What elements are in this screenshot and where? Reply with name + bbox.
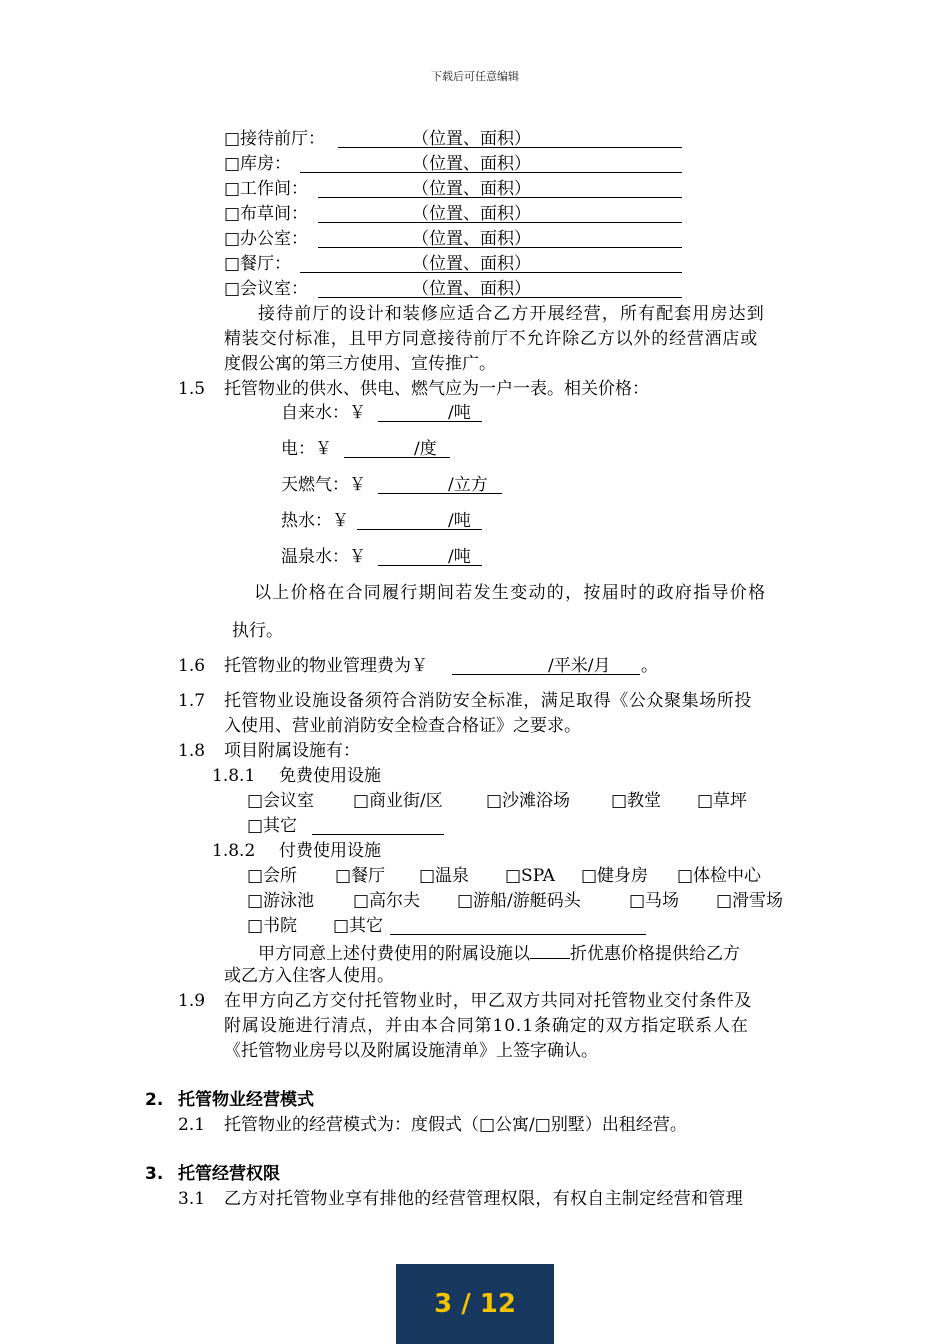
facility-checkbox[interactable]: □游泳池: [247, 891, 315, 911]
price-label: 热水：￥: [281, 511, 349, 531]
clause-text: 乙方对托管物业享有排他的经营管理权限，有权自主制定经营和管理: [224, 1189, 743, 1209]
clause-text: 托管物业的经营模式为：度假式（□公寓/□别墅）出租经营。: [224, 1115, 687, 1135]
facility-checkbox[interactable]: □其它: [333, 916, 384, 936]
clause-text: 项目附属设施有：: [224, 741, 360, 761]
room-item: □工作间：: [224, 179, 309, 199]
section-number: 2.: [145, 1090, 164, 1110]
room-item: □库房：: [224, 154, 292, 174]
facility-checkbox[interactable]: □会所: [247, 866, 298, 886]
price-unit: /吨: [448, 547, 471, 567]
section-title: 托管经营权限: [178, 1164, 280, 1184]
facility-checkbox[interactable]: □其它: [247, 816, 298, 836]
facility-checkbox[interactable]: □草坪: [697, 791, 748, 811]
clause-number: 1.8.1: [212, 766, 256, 786]
room-note: （位置、面积）: [412, 179, 531, 199]
blank-line: [452, 674, 640, 675]
clause-number: 1.5: [178, 379, 206, 399]
room-note: （位置、面积）: [412, 254, 531, 274]
facility-checkbox[interactable]: □教堂: [611, 791, 662, 811]
clause-text: 在甲方向乙方交付托管物业时，甲乙双方共同对托管物业交付条件及: [224, 991, 752, 1011]
clause-text: 《托管物业房号以及附属设施清单》上签字确认。: [224, 1041, 598, 1061]
paragraph-line: 接待前厅的设计和装修应适合乙方开展经营，所有配套用房达到: [258, 304, 765, 324]
clause-number: 1.8.2: [212, 841, 256, 861]
clause-text: 入使用、营业前消防安全检查合格证》之要求。: [224, 716, 581, 736]
paragraph-line: 度假公寓的第三方使用、宣传推广。: [224, 354, 496, 374]
clause-number: 1.8: [178, 741, 206, 761]
facility-checkbox[interactable]: □马场: [629, 891, 680, 911]
clause-text: 附属设施进行清点，并由本合同第10.1条确定的双方指定联系人在: [224, 1016, 749, 1036]
price-label: 天燃气：￥: [281, 475, 366, 495]
facility-checkbox[interactable]: □高尔夫: [353, 891, 421, 911]
fee-unit: /平米/月: [548, 656, 611, 676]
room-note: （位置、面积）: [412, 154, 531, 174]
clause-text: 托管物业设施设备须符合消防安全标准，满足取得《公众聚集场所投: [224, 691, 752, 711]
price-label: 电：￥: [281, 439, 332, 459]
price-unit: /度: [414, 439, 437, 459]
page-header: 下载后可任意编辑: [431, 70, 519, 83]
facility-checkbox[interactable]: □餐厅: [335, 866, 386, 886]
room-item: □接待前厅：: [224, 129, 326, 149]
facility-checkbox[interactable]: □健身房: [581, 866, 649, 886]
price-unit: /吨: [448, 403, 471, 423]
clause-number: 3.1: [178, 1189, 206, 1209]
room-item: □布草间：: [224, 204, 309, 224]
room-item: □会议室：: [224, 279, 309, 299]
section-number: 3.: [145, 1164, 164, 1184]
room-item: □办公室：: [224, 229, 309, 249]
paragraph-line: 执行。: [232, 621, 283, 641]
room-note: （位置、面积）: [412, 279, 531, 299]
facility-checkbox[interactable]: □滑雪场: [716, 891, 784, 911]
clause-text: 托管物业的物业管理费为￥: [224, 656, 428, 676]
facility-checkbox[interactable]: □商业街/区: [353, 791, 443, 811]
clause-number: 2.1: [178, 1115, 206, 1135]
facility-checkbox[interactable]: □会议室: [247, 791, 315, 811]
blank-line: [312, 834, 444, 835]
price-label: 温泉水：￥: [281, 547, 366, 567]
blank-line: [390, 934, 646, 935]
room-note: （位置、面积）: [412, 204, 531, 224]
price-unit: /立方: [448, 475, 488, 495]
price-label: 自来水：￥: [281, 403, 366, 423]
facility-checkbox[interactable]: □游船/游艇码头: [457, 891, 581, 911]
room-item: □餐厅：: [224, 254, 292, 274]
facility-checkbox[interactable]: □沙滩浴场: [486, 791, 571, 811]
section-title: 托管物业经营模式: [178, 1090, 314, 1110]
room-note: （位置、面积）: [412, 229, 531, 249]
blank-line: [530, 941, 570, 959]
page-number-badge: 3 / 12: [396, 1264, 554, 1344]
paragraph-line: 以上价格在合同履行期间若发生变动的，按届时的政府指导价格: [254, 583, 767, 603]
paragraph-line: 或乙方入住客人使用。: [224, 966, 394, 986]
price-unit: /吨: [448, 511, 471, 531]
facility-checkbox[interactable]: □温泉: [419, 866, 470, 886]
clause-text: 免费使用设施: [279, 766, 381, 786]
facility-checkbox[interactable]: □体检中心: [677, 866, 762, 886]
clause-number: 1.6: [178, 656, 206, 676]
facility-checkbox[interactable]: □SPA: [505, 866, 555, 886]
paragraph-line: 精装交付标准，且甲方同意接待前厅不允许除乙方以外的经营酒店或: [224, 329, 758, 349]
paragraph-line: 甲方同意上述付费使用的附属设施以 折优惠价格提供给乙方: [258, 941, 740, 964]
clause-number: 1.9: [178, 991, 206, 1011]
clause-text: 托管物业的供水、供电、燃气应为一户一表。相关价格：: [224, 379, 649, 399]
facility-checkbox[interactable]: □书院: [247, 916, 298, 936]
punctuation: 。: [641, 656, 658, 676]
clause-text: 付费使用设施: [279, 841, 381, 861]
room-note: （位置、面积）: [412, 129, 531, 149]
clause-number: 1.7: [178, 691, 206, 711]
